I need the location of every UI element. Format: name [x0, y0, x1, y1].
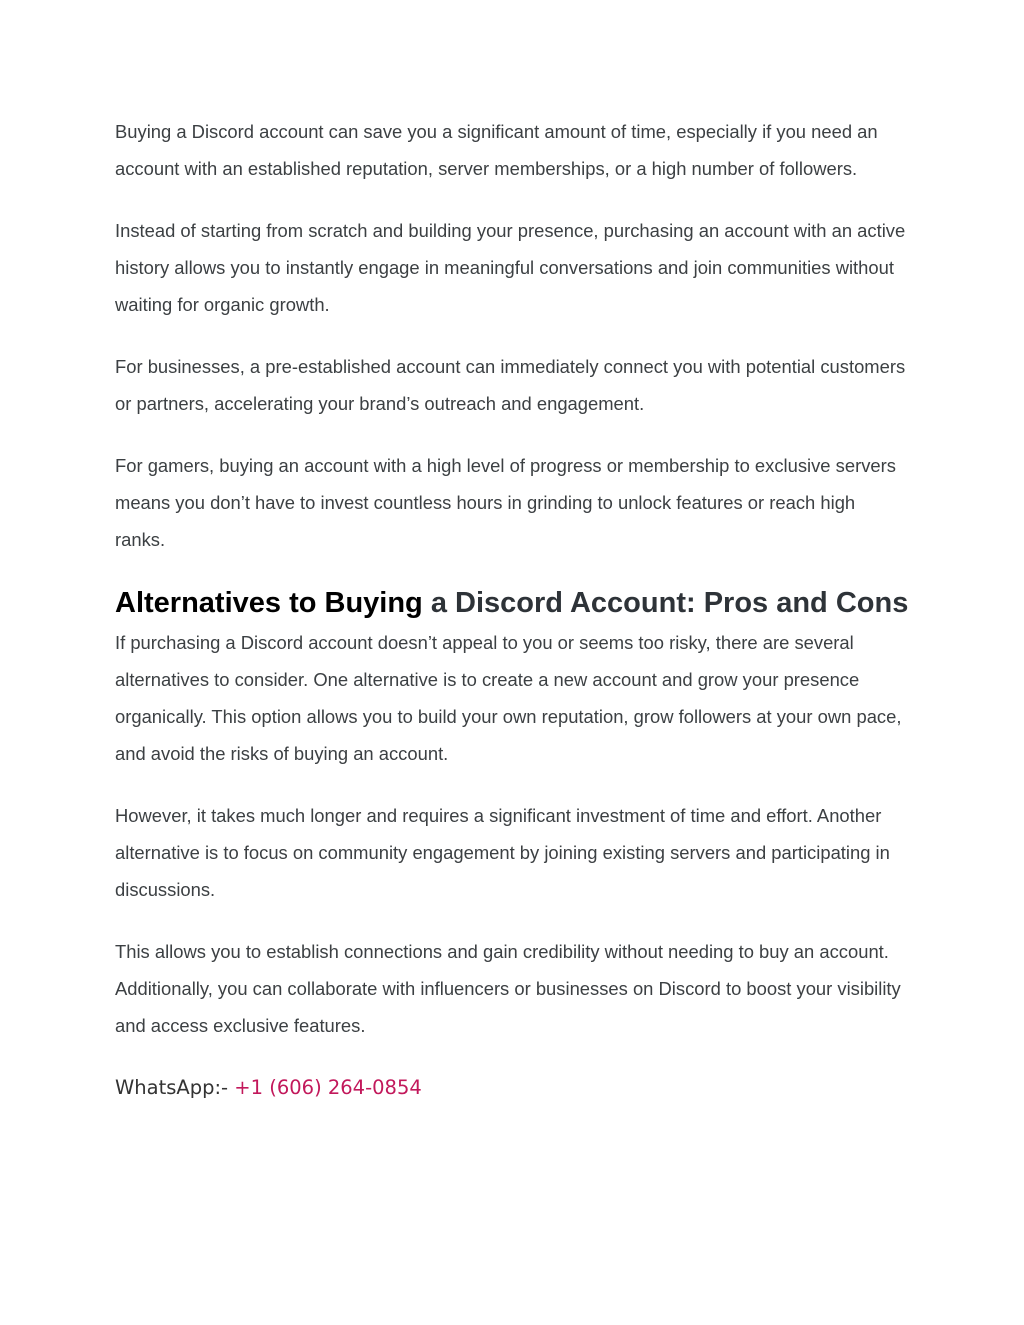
paragraph: For gamers, buying an account with a high level of progress or membership to exclusive servers means you don’t have to invest countless hours in grinding to unlock features or reach high ranks. [115, 455, 896, 550]
document-page [115, 113, 910, 1106]
whatsapp-phone-link[interactable]: +1 (606) 264-0854 [234, 1076, 422, 1099]
heading-part-bold: Alternatives to Buying [115, 587, 423, 619]
whatsapp-contact [115, 1069, 910, 1106]
whatsapp-label: WhatsApp:- [115, 1076, 235, 1099]
paragraph: For businesses, a pre-established account can immediately connect you with potential customers or partners, accelerating your brand’s outreach and engagement. [115, 356, 906, 414]
paragraph: Instead of starting from scratch and building your presence, purchasing an account with an active history allows you to instantly engage in meaningful conversations and join communities without waiting for organic growth. [115, 220, 906, 315]
paragraph: However, it takes much longer and requires a significant investment of time and effort. Another alternative is to focus on community engagement by joining existing servers and participating in discussions. [115, 805, 890, 900]
paragraph: This allows you to establish connections and gain credibility without needing to buy an account. Additionally, you can collaborate with influencers or businesses on Discord to boost your visibility and access exclusive features. [115, 941, 901, 1036]
paragraph: Buying a Discord account can save you a significant amount of time, especially if you need an account with an established reputation, server memberships, or a high number of followers. [115, 121, 878, 179]
heading-part-rest: a Discord Account: Pros and Cons [422, 587, 909, 619]
section-heading [115, 583, 910, 624]
paragraph: If purchasing a Discord account doesn’t appeal to you or seems too risky, there are several alternatives to consider. One alternative is to create a new account and grow your presence organically. This option allows you to build your own reputation, grow followers at your own pace, and avoid the risks of buying an account. [115, 632, 902, 764]
